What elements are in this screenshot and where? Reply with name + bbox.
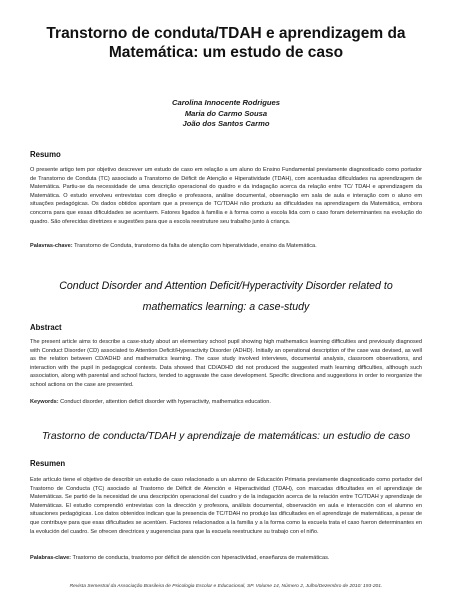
author-name: Carolina Innocente Rodrigues	[171, 98, 280, 107]
spanish-title: Trastorno de conducta/TDAH y aprendizaje de matemáticas: un estudio de caso	[41, 431, 411, 442]
keywords-text: Conduct disorder, attention deficit disorder with hyperactivity, mathematics education.	[60, 399, 271, 405]
journal-footer: Revista Semestral da Associação Brasileira de Psicologia Escolar e Educacional, SP. Volume 14, Número 2, Julho/Dezembro de 2010: 193-201.	[69, 584, 383, 589]
english-title: Conduct Disorder and Attention Deficit/Hyperactivity Disorder related to mathematics learning: a case-study	[59, 280, 393, 313]
resumen-heading: Resumen	[30, 459, 66, 468]
author-list	[30, 98, 422, 130]
resumen-body: Este artículo tiene el objetivo de describir un estudio de caso relacionado a un alumno de Educación Primaria previamente diagnosticado como portador del Trastorno de Conducta (TC) asociado al Trastorno de Déficit de Atención e Hiperactividad (TDAH), con marcadas dificultades en el aprendizaje de Matemáticas. Se partió de la necesidad de una descripción operacional del cuadro y de la indagación acerca de la relación entre TC/TDAH y aprendizaje de Matemáticas. El estudio comprendió entrevistas con la dirección y profesora, análisis documental, observación en aula e interacción con el alumno en situaciones pedagógicas. Los datos obtenidos indican que la presencia de TC/TDAH no produjo las dificultades en el aprendizaje de matemáticas, a pesar de que contribuye para que esas dificultades se acentúen. Factores relacionados a la familia y a la forma como la escuela trata el caso fueron determinantes en la evolución del cuadro. Se ofrecen directrices y sugerencias para que la escuela reestructure su trabajo con el niño.	[30, 477, 422, 535]
keywords-label: Keywords:	[30, 399, 59, 405]
author-name: João dos Santos Carmo	[182, 119, 270, 128]
abstract-body: The present article aims to describe a case-study about an elementary school pupil showing high mathematics learning difficulties and previously diagnosed with Conduct Disorder (CD) associated to Attention Deficit/Hyperactivity Disorder (ADHD). Initially an operational description of the case was devised, as well as the relation between CD/ADHD and mathematics learning. The case study involved interviews, documental analysis, classroom observations, and interaction with the pupil in pedagogical contexts. Data showed that CD/ADHD did not produced the suggested math learning difficulties, although such association, along with parental and school factors, tended to aggravate the case development. Specific directions and suggestions in order to reorganize the school actions on the case are presented.	[30, 339, 422, 388]
resumo-body: O presente artigo tem por objetivo descrever um estudo de caso em relação a um aluno do Ensino Fundamental previamente diagnosticado como portador de Transtorno de Conduta (TC) associado a Transtorno de Déficit de Atenção e Hiperatividade (TDAH), com acentuadas dificuldades na aprendizagem de Matemática. Partiu-se da necessidade de uma descrição operacional do quadro e da indagação acerca da relação entre TC/ TDAH e aprendizagem da Matemática. O estudo envolveu entrevistas com direção e professora, análise documental, observação em sala de aula e interação com o aluno em situações pedagógicas. Os dados obtidos apontam que a presença de TC/TDAH não produziu as dificuldades na aprendizagem da Matemática, embora concorra para que essas dificuldades se acentuem. Fatores ligados à família e à forma como a escola lida com o caso foram determinantes na evolução do quadro. São oferecidas diretrizes e sugestões para que a escola reestruture seu trabalho junto à criança.	[30, 167, 422, 225]
keywords	[30, 398, 422, 407]
resumo-heading: Resumo	[30, 150, 61, 159]
keywords-text: Transtorno de Conduta, transtorno da falta de atenção com hiperatividade, ensino da Matemática.	[74, 243, 317, 249]
abstract-heading: Abstract	[30, 323, 62, 332]
article-title: Transtorno de conduta/TDAH e aprendizagem da Matemática: um estudo de caso	[46, 25, 406, 61]
palabras-clave	[30, 554, 422, 563]
keywords-label: Palavras-chave:	[30, 243, 73, 249]
keywords-text: Trastorno de conducta, trastorno por déficit de atención con hiperactividad, enseñanza de matemáticas.	[72, 555, 330, 561]
author-name: Maria do Carmo Sousa	[184, 108, 268, 118]
keywords-label: Palabras-clave:	[30, 555, 72, 561]
palavras-chave	[30, 242, 422, 251]
